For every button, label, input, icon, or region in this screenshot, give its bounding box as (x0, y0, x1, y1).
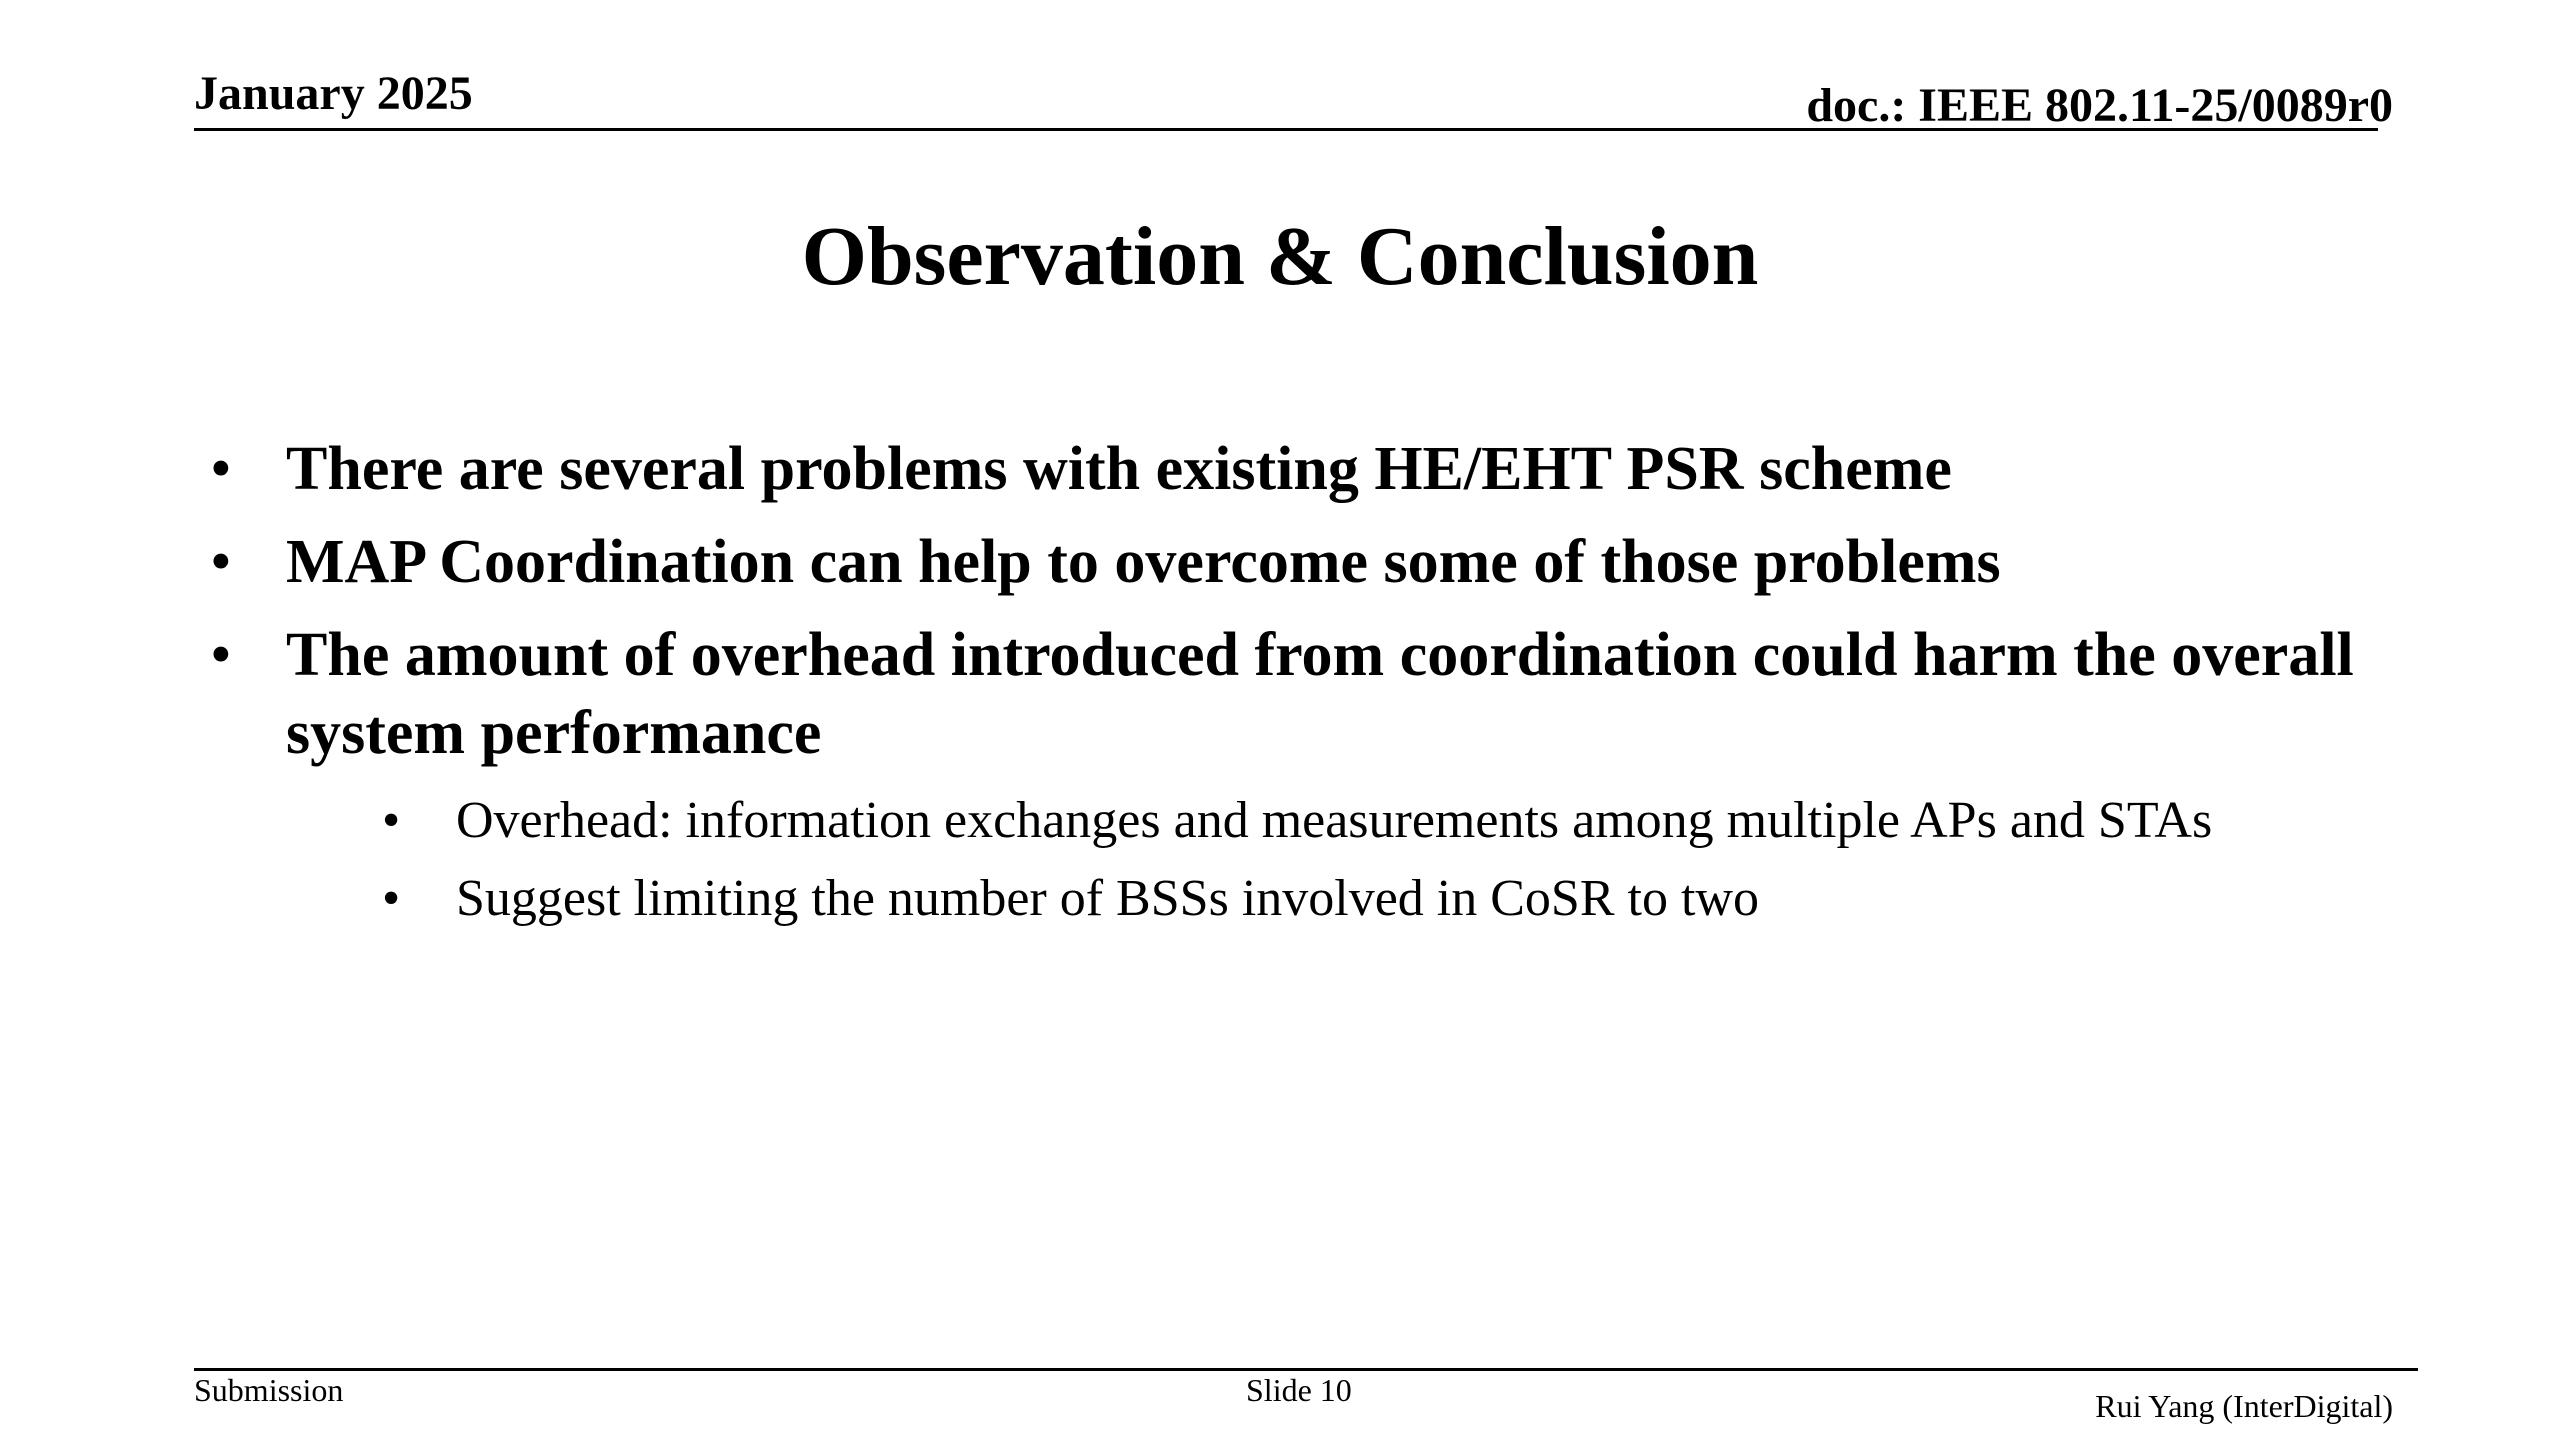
bullet-marker: • (210, 435, 232, 503)
bullet-item (210, 430, 2360, 508)
sub-bullet-item (286, 860, 2360, 938)
sub-bullet-text: Overhead: information exchanges and measurements among multiple APs and STAs (456, 792, 2213, 849)
header-doc-id: doc.: IEEE 802.11-25/0089r0 (1806, 79, 2393, 132)
footer-divider (194, 1368, 2418, 1371)
header-date: January 2025 (194, 67, 473, 120)
bullet-list (210, 430, 2360, 953)
sub-bullet-text: Suggest limiting the number of BSSs involved in CoSR to two (456, 870, 1759, 927)
footer-submission: Submission (194, 1372, 344, 1408)
footer-author: Rui Yang (InterDigital) (2095, 1388, 2393, 1424)
footer-slide-number: Slide 10 (1246, 1372, 1352, 1408)
sub-bullet-list (286, 782, 2360, 938)
bullet-item (210, 616, 2360, 938)
sub-bullet-item (286, 782, 2360, 860)
bullet-text: There are several problems with existing HE/EHT PSR scheme (286, 435, 1952, 503)
header-divider (194, 128, 2378, 131)
bullet-marker: • (210, 528, 232, 596)
sub-bullet-marker: • (382, 792, 401, 849)
slide-title: Observation & Conclusion (801, 210, 1759, 303)
sub-bullet-marker: • (382, 870, 401, 927)
bullet-item (210, 523, 2360, 601)
bullet-marker: • (210, 621, 232, 689)
bullet-text: MAP Coordination can help to overcome some of those problems (286, 528, 2001, 596)
bullet-text: The amount of overhead introduced from coordination could harm the overall system performance (286, 621, 2354, 767)
